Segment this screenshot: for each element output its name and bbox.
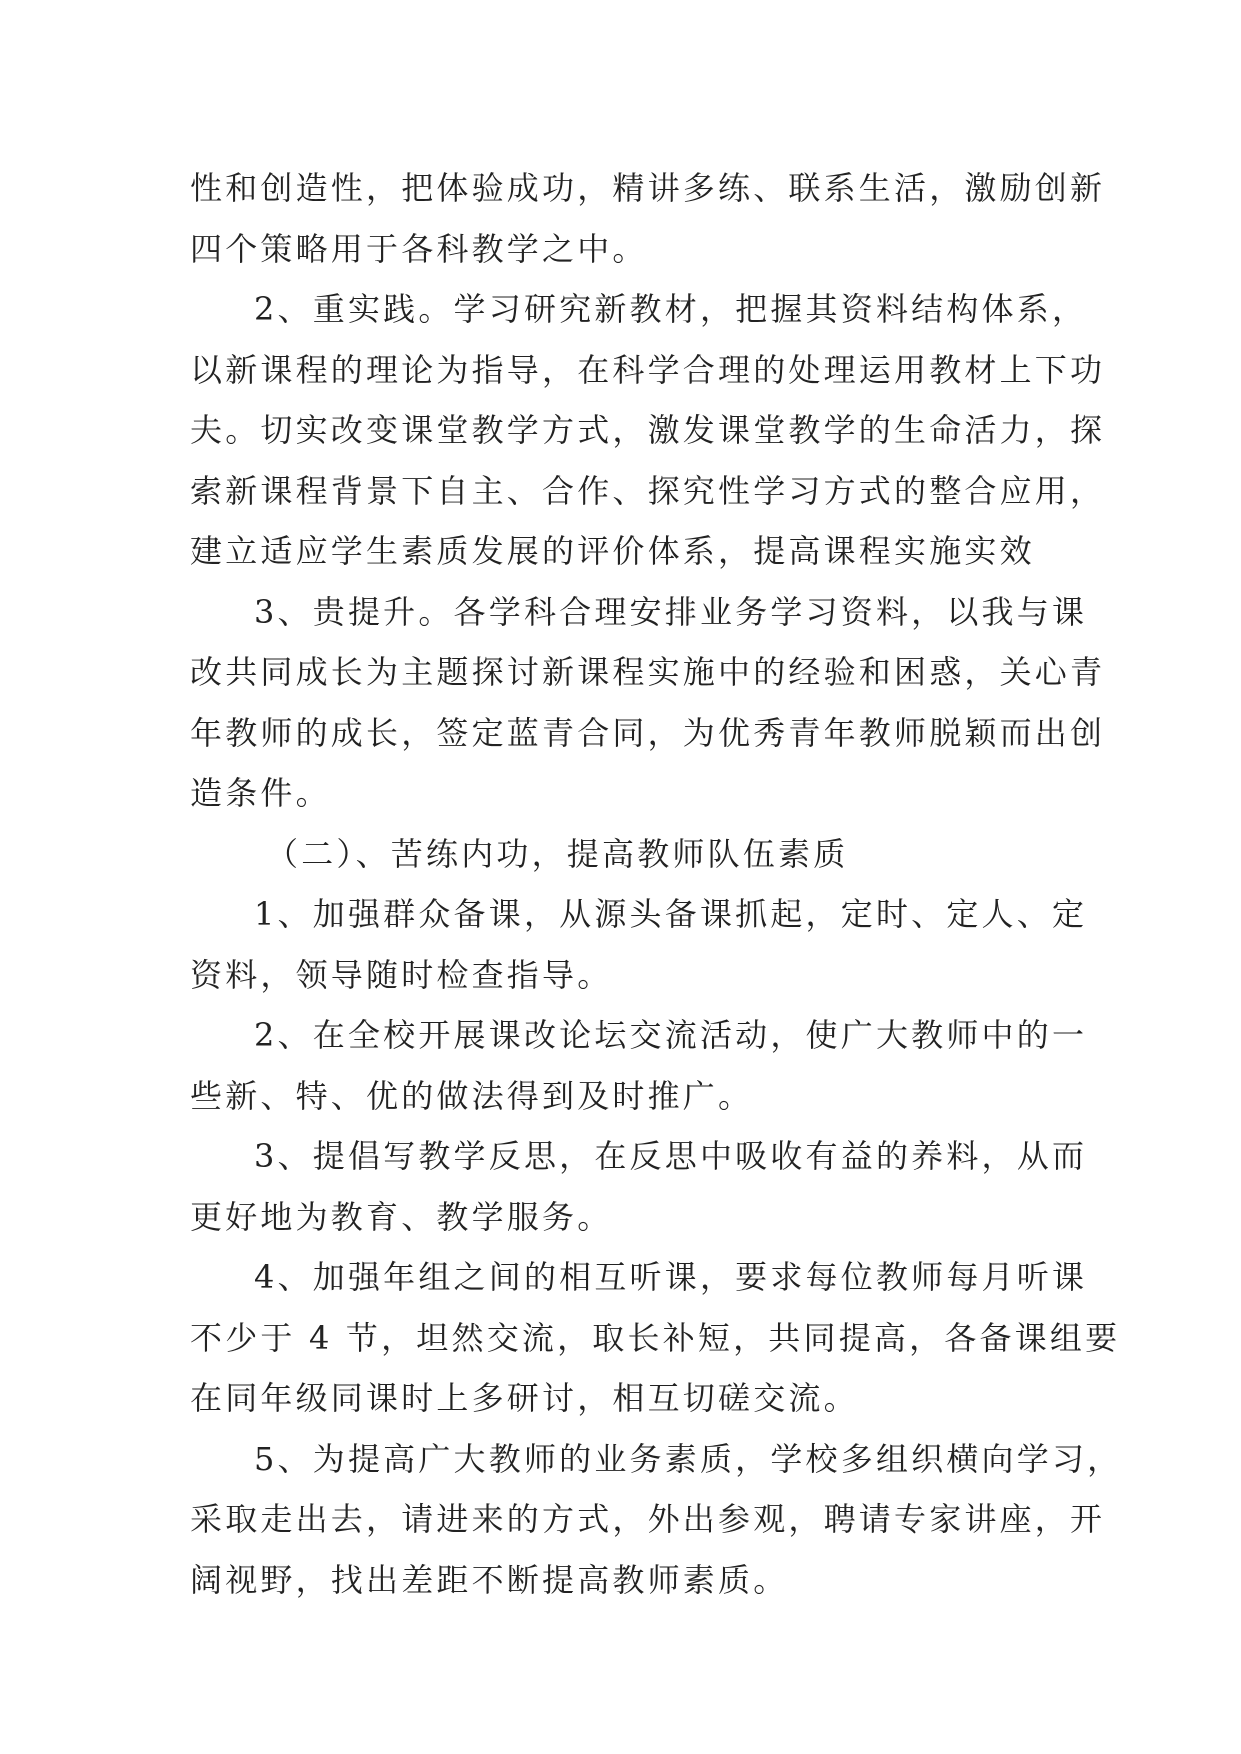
paragraph-start-line: 5、为提高广大教师的业务素质，学校多组织横向学习， (254, 1439, 1123, 1478)
text-line: 在同年级同课时上多研讨，相互切磋交流。 (190, 1379, 859, 1417)
document-body (190, 158, 1123, 1610)
text-line: 改共同成长为主题探讨新课程实施中的经验和困惑，关心青 (190, 653, 1106, 691)
text-line: 资料，领导随时检查指导。 (190, 955, 613, 994)
text-line: 造条件。 (190, 774, 331, 812)
text-line: 夫。切实改变课堂教学方式，激发课堂教学的生命活力，探 (190, 411, 1106, 449)
paragraph-start-line: 4、加强年组之间的相互听课，要求每位教师每月听课 (254, 1258, 1088, 1296)
paragraph-start-line: 2、在全校开展课改论坛交流活动，使广大教师中的一 (254, 1016, 1088, 1054)
text-line: 以新课程的理论为指导，在科学合理的处理运用教材上下功 (190, 350, 1106, 389)
text-line: 阔视野，找出差距不断提高教师素质。 (190, 1560, 789, 1599)
text-line: 四个策略用于各科教学之中。 (190, 229, 648, 268)
text-line: 些新、特、优的做法得到及时推广。 (190, 1076, 754, 1115)
paragraph-start-line: 3、贵提升。各学科合理安排业务学习资料，以我与课 (254, 592, 1088, 631)
paragraph-start-line: 3、提倡写教学反思，在反思中吸收有益的养料，从而 (254, 1137, 1088, 1175)
text-line: 性和创造性，把体验成功，精讲多练、联系生活，激励创新 (190, 169, 1106, 207)
text-line: 索新课程背景下自主、合作、探究性学习方式的整合应用， (190, 471, 1106, 510)
text-line: 不少于 4 节，坦然交流，取长补短，共同提高，各备课组要 (190, 1318, 1121, 1357)
paragraph-start-line: 2、重实践。学习研究新教材，把握其资料结构体系， (254, 290, 1088, 328)
section-heading: （二）、苦练内功，提高教师队伍素质 (266, 834, 849, 873)
text-line: 更好地为教育、教学服务。 (190, 1197, 613, 1236)
text-line: 年教师的成长，签定蓝青合同，为优秀青年教师脱颖而出创 (190, 713, 1106, 752)
text-line: 采取走出去，请进来的方式，外出参观，聘请专家讲座，开 (190, 1500, 1106, 1538)
text-line: 建立适应学生素质发展的评价体系，提高课程实施实效 (190, 532, 1035, 570)
paragraph-start-line: 1、加强群众备课，从源头备课抓起，定时、定人、定 (254, 895, 1088, 933)
